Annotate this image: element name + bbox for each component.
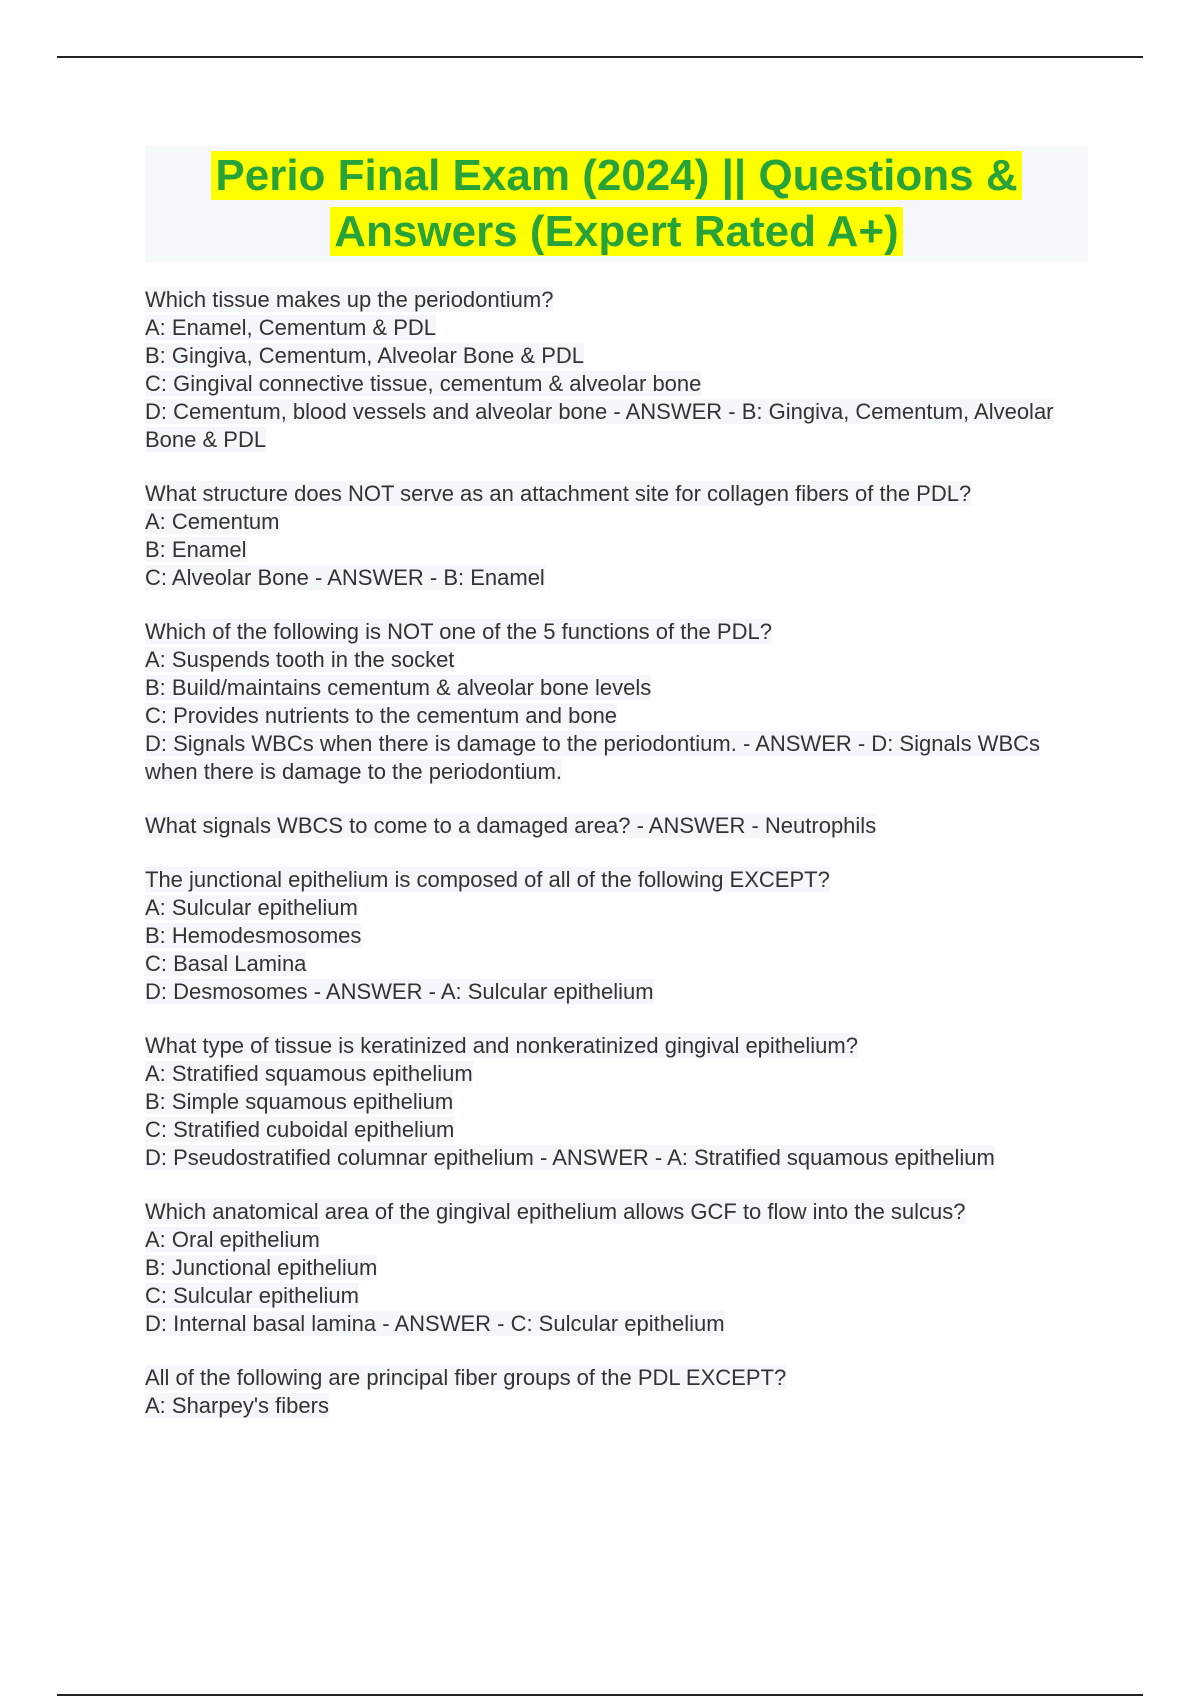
question-8 [145,1364,1088,1420]
answer-option: B: Junctional epithelium [145,1255,378,1280]
answer-option: A: Oral epithelium [145,1227,320,1252]
question-text: Which tissue makes up the periodontium? [145,287,554,312]
question-6 [145,1032,1088,1172]
answer-option: C: Provides nutrients to the cementum and bone [145,703,618,728]
document-title: Perio Final Exam (2024) || Questions & Answers (Expert Rated A+) [211,151,1021,256]
answer-option: B: Gingiva, Cementum, Alveolar Bone & PDL [145,343,584,368]
answer-option: A: Suspends tooth in the socket [145,647,455,672]
answer-option: B: Enamel [145,537,247,562]
title-block [145,146,1088,262]
question-text: What structure does NOT serve as an attachment site for collagen fibers of the PDL? [145,481,972,506]
answer-option: C: Basal Lamina [145,951,307,976]
question-text: Which of the following is NOT one of the 5 functions of the PDL? [145,619,772,644]
question-text: What type of tissue is keratinized and nonkeratinized gingival epithelium? [145,1033,858,1058]
question-7 [145,1198,1088,1338]
question-4 [145,812,1088,840]
answer-option: B: Build/maintains cementum & alveolar bone levels [145,675,652,700]
answer-option-with-answer: D: Internal basal lamina - ANSWER - C: Sulcular epithelium [145,1311,725,1336]
answer-option: B: Simple squamous epithelium [145,1089,454,1114]
question-text: Which anatomical area of the gingival epithelium allows GCF to flow into the sulcus? [145,1199,966,1224]
question-5 [145,866,1088,1006]
answer-option-with-answer: D: Pseudostratified columnar epithelium - ANSWER - A: Stratified squamous epithelium [145,1145,995,1170]
question-3 [145,618,1088,786]
question-2 [145,480,1088,592]
answer-option: C: Sulcular epithelium [145,1283,359,1308]
answer-option-with-answer: D: Signals WBCs when there is damage to the periodontium. - ANSWER - D: Signals WBCs when there is damage to the periodontium. [145,731,1041,784]
answer-option: A: Sharpey's fibers [145,1393,329,1418]
answer-option: C: Stratified cuboidal epithelium [145,1117,455,1142]
document-body [145,146,1088,1446]
question-1 [145,286,1088,454]
question-text: All of the following are principal fiber groups of the PDL EXCEPT? [145,1365,787,1390]
answer-option-with-answer: D: Desmosomes - ANSWER - A: Sulcular epithelium [145,979,654,1004]
bottom-divider [57,1694,1143,1696]
answer-option: A: Cementum [145,509,280,534]
answer-option: C: Gingival connective tissue, cementum & alveolar bone [145,371,702,396]
answer-option: A: Sulcular epithelium [145,895,358,920]
answer-option: B: Hemodesmosomes [145,923,362,948]
answer-option-with-answer: D: Cementum, blood vessels and alveolar bone - ANSWER - B: Gingiva, Cementum, Alveolar Bone & PDL [145,399,1054,452]
question-text-with-answer: What signals WBCS to come to a damaged area? - ANSWER - Neutrophils [145,813,877,838]
answer-option: A: Stratified squamous epithelium [145,1061,473,1086]
top-divider [57,56,1143,58]
answer-option: A: Enamel, Cementum & PDL [145,315,437,340]
answer-option-with-answer: C: Alveolar Bone - ANSWER - B: Enamel [145,565,545,590]
question-text: The junctional epithelium is composed of all of the following EXCEPT? [145,867,830,892]
